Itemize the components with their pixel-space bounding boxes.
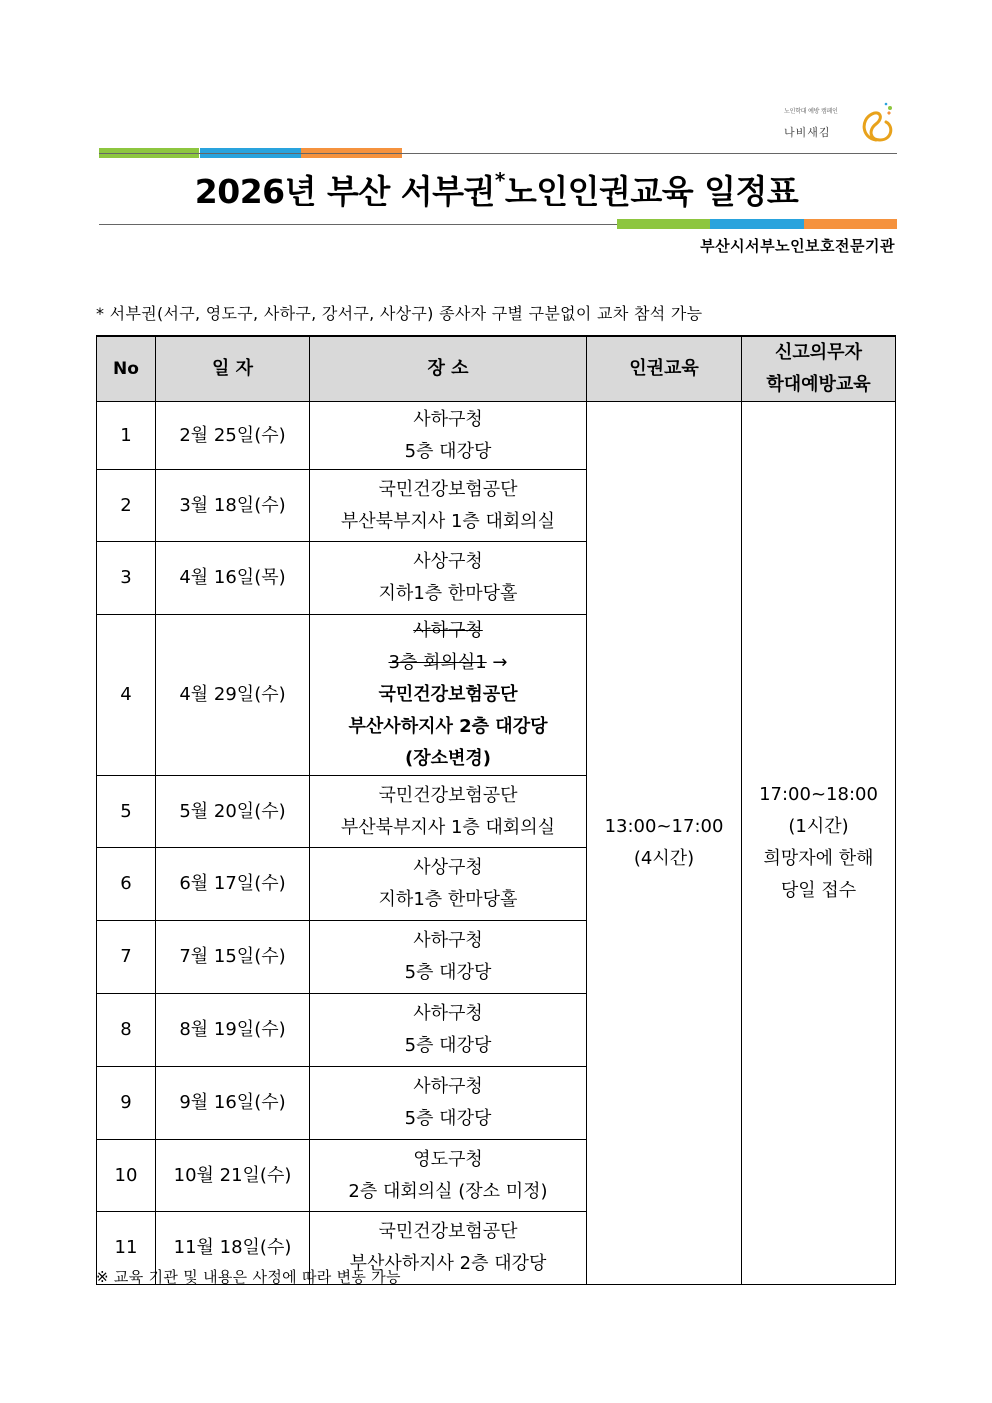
header-place: 장 소	[310, 336, 587, 402]
title-asterisk: *	[494, 168, 505, 192]
place-line2: 지하1층 한마당홀	[378, 889, 518, 910]
place-line1: 사하구청	[413, 930, 483, 951]
row-no: 7	[97, 921, 156, 994]
page-title	[96, 166, 897, 213]
row-no: 1	[97, 402, 156, 470]
change-arrow: →	[486, 652, 508, 673]
row-place	[310, 1140, 587, 1212]
row-date: 10월 21일(수)	[156, 1140, 310, 1212]
table-row	[97, 402, 896, 470]
logo	[780, 100, 895, 146]
row-no: 6	[97, 848, 156, 921]
row-place	[310, 921, 587, 994]
rights-time: 13:00~17:00	[604, 816, 724, 837]
duty-duration: (1시간)	[788, 816, 849, 837]
duty-education-time	[742, 402, 896, 1285]
row-place	[310, 848, 587, 921]
place-line2: 5층 대강당	[404, 962, 492, 983]
row-no: 8	[97, 994, 156, 1067]
row-date: 7월 15일(수)	[156, 921, 310, 994]
place-line2: 부산북부지사 1층 대회의실	[340, 816, 556, 838]
row-place	[310, 994, 587, 1067]
bottom-bar-blue	[710, 219, 804, 229]
duty-time: 17:00~18:00	[759, 784, 878, 805]
new-place-line2: 부산사하지사 2층 대강당	[348, 716, 548, 737]
row-date: 4월 29일(수)	[156, 615, 310, 776]
schedule-table	[96, 335, 896, 1285]
place-line2: 2층 대회의실 (장소 미정)	[348, 1180, 548, 1202]
bottom-bar-orange	[804, 219, 897, 229]
place-line1: 영도구청	[413, 1148, 483, 1170]
organization-name: 부산시서부노인보호전문기관	[700, 237, 895, 255]
row-place	[310, 542, 587, 615]
row-no: 3	[97, 542, 156, 615]
duty-note2: 당일 접수	[780, 880, 857, 901]
row-date: 5월 20일(수)	[156, 776, 310, 848]
header-date: 일 자	[156, 336, 310, 402]
row-no: 5	[97, 776, 156, 848]
place-line2: 5층 대강당	[404, 1035, 492, 1056]
place-line1: 사하구청	[413, 408, 483, 430]
rights-duration: (4시간)	[633, 848, 695, 869]
old-place-line2: 3층 회의실1	[388, 652, 487, 673]
row-no: 11	[97, 1212, 156, 1285]
row-place	[310, 1067, 587, 1140]
header-duty-line1: 신고의무자	[775, 342, 862, 363]
row-no: 2	[97, 470, 156, 542]
row-place-changed	[310, 615, 587, 776]
place-line2: 5층 대강당	[404, 1108, 492, 1129]
new-place-line1: 국민건강보험공단	[378, 684, 518, 705]
change-notice: ※ 교육 기관 및 내용은 사정에 따라 변동 가능	[96, 1268, 401, 1286]
header-no: No	[97, 336, 156, 402]
row-place	[310, 776, 587, 848]
place-line1: 사하구청	[413, 1076, 483, 1097]
row-place	[310, 470, 587, 542]
title-part1: 2026년 부산 서부권	[194, 172, 495, 211]
place-change-label: (장소변경)	[404, 748, 491, 769]
place-line2: 부산사하지사 2층 대강당	[349, 1253, 547, 1274]
top-divider	[99, 153, 897, 154]
row-date: 4월 16일(목)	[156, 542, 310, 615]
logo-name: 나비새김	[784, 126, 831, 139]
row-date: 9월 16일(수)	[156, 1067, 310, 1140]
rights-education-time	[587, 402, 742, 1285]
place-line2: 지하1층 한마당홀	[378, 583, 518, 604]
old-place-line1: 사하구청	[413, 620, 483, 641]
header-duty-education	[742, 336, 896, 402]
header-rights-education: 인권교육	[587, 336, 742, 402]
place-line1: 사상구청	[413, 857, 483, 878]
row-date: 8월 19일(수)	[156, 994, 310, 1067]
place-line1: 국민건강보험공단	[378, 478, 518, 500]
bottom-bar-green	[617, 219, 710, 229]
place-line1: 사하구청	[413, 1003, 483, 1024]
row-date: 6월 17일(수)	[156, 848, 310, 921]
place-line1: 국민건강보험공단	[378, 784, 518, 806]
row-place	[310, 402, 587, 470]
row-date: 2월 25일(수)	[156, 402, 310, 470]
header-duty-line2: 학대예방교육	[766, 374, 871, 395]
logo-tagline: 노인학대 예방 캠페인	[784, 108, 838, 115]
place-line2: 5층 대강당	[404, 440, 492, 462]
row-no: 4	[97, 615, 156, 776]
attendance-note: * 서부권(서구, 영도구, 사하구, 강서구, 사상구) 종사자 구별 구분없이 교차 참석 가능	[96, 304, 703, 323]
row-no: 10	[97, 1140, 156, 1212]
place-line1: 국민건강보험공단	[378, 1221, 518, 1242]
row-no: 9	[97, 1067, 156, 1140]
place-line1: 사상구청	[413, 551, 483, 572]
title-part2: 노인인권교육 일정표	[504, 172, 799, 211]
butterfly-logo-icon	[856, 100, 896, 144]
row-date: 11월 18일(수)	[156, 1212, 310, 1285]
row-date: 3월 18일(수)	[156, 470, 310, 542]
duty-note1: 희망자에 한해	[763, 848, 874, 869]
place-line2: 부산북부지사 1층 대회의실	[340, 510, 556, 532]
